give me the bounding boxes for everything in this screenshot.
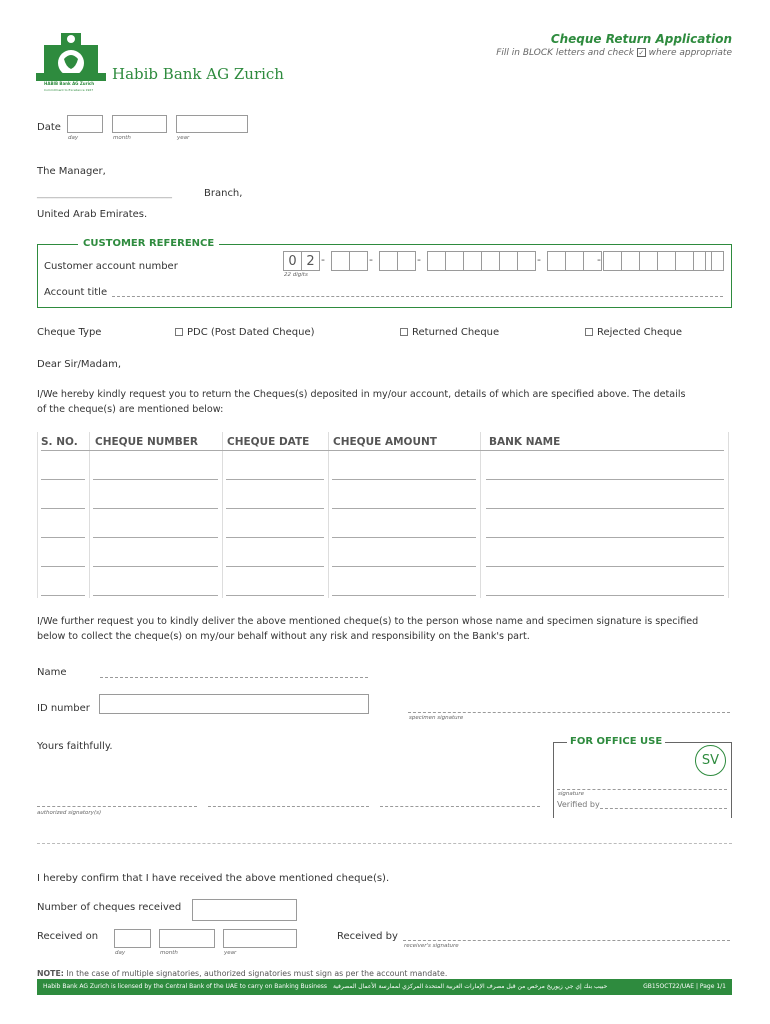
received-year-hint: year [224,950,237,956]
account-digit[interactable] [705,251,724,271]
branch-blank[interactable]: ___________________________ [37,188,172,199]
received-day-input[interactable] [114,929,151,948]
account-separator: - [321,253,325,266]
delivery-paragraph-line1: I/We further request you to kindly deliver the above mentioned cheque(s) to the person whose name and specimen signature is specified [37,616,699,627]
form-instruction [496,48,732,58]
option-rejected-label: Rejected Cheque [597,327,682,338]
account-digit[interactable] [379,251,398,271]
account-digit[interactable] [675,251,694,271]
note-label: NOTE: [37,969,64,978]
table-divider [37,432,38,598]
account-digit[interactable] [639,251,658,271]
cheques-received-input[interactable] [192,899,297,921]
specimen-signature-input[interactable] [408,712,730,713]
table-row[interactable] [226,508,324,509]
date-day-hint: day [68,135,79,141]
verified-by-input[interactable] [600,808,727,809]
authorized-signature-3[interactable] [380,806,540,807]
table-divider [222,432,223,598]
header-underline [41,450,724,451]
table-row[interactable] [226,537,324,538]
table-row[interactable] [41,595,85,596]
authorized-signature-1[interactable] [37,806,197,807]
option-returned[interactable] [400,327,499,338]
table-row[interactable] [332,566,476,567]
header-cheque-amount: CHEQUE AMOUNT [333,436,437,448]
instruction-suffix: where appropriate [648,48,732,58]
account-digit[interactable] [427,251,446,271]
request-paragraph-line1: I/We hereby kindly request you to return the Cheques(s) deposited in my/our account, details of which are specified above. The details [37,389,686,400]
account-digit[interactable] [603,251,622,271]
account-separator: - [369,253,373,266]
form-title: Cheque Return Application [550,32,732,46]
option-pdc[interactable] [175,327,315,338]
request-paragraph-line2: of the cheque(s) are mentioned below: [37,404,224,415]
table-row[interactable] [41,566,85,567]
date-year-hint: year [177,135,190,141]
table-row[interactable] [226,479,324,480]
digits-hint: 22 digits [284,272,308,278]
option-rejected[interactable] [585,327,682,338]
account-digit-2[interactable]: 2 [301,251,320,271]
account-digit[interactable] [499,251,518,271]
pdc-checkbox[interactable] [175,328,183,336]
name-label: Name [37,667,67,678]
header-cheque-number: CHEQUE NUMBER [95,436,198,448]
date-month-hint: month [113,135,131,141]
bank-logo [36,33,106,93]
table-row[interactable] [332,595,476,596]
table-row[interactable] [93,537,218,538]
id-number-input[interactable] [99,694,369,714]
account-digit[interactable] [445,251,464,271]
table-row[interactable] [226,595,324,596]
header-bank-name: BANK NAME [489,436,561,448]
authorized-signatory-label: authorized signatory(s) [37,810,102,816]
address-manager: The Manager, [37,166,106,177]
table-divider [728,432,729,598]
table-row[interactable] [486,566,724,567]
table-row[interactable] [486,537,724,538]
specimen-signature-label: specimen signature [409,715,464,721]
sv-stamp: SV [695,745,726,776]
account-number-label: Customer account number [44,261,178,272]
logo-subtext: Commitment to Excellence 1967 [44,88,94,92]
logo-text: HABIB Bank AG Zurich [44,81,95,86]
returned-checkbox[interactable] [400,328,408,336]
table-row[interactable] [332,508,476,509]
account-digit[interactable] [565,251,584,271]
footer-license-arabic: حبيب بنك إي جي زيوريخ مرخص من قبل مصرف الإمارات العربية المتحدة المركزي لممارسة الأعمال المصرفية [332,983,608,990]
account-separator: - [597,253,601,266]
table-divider [89,432,90,598]
received-by-label: Received by [337,931,398,942]
table-row[interactable] [332,537,476,538]
table-row[interactable] [486,508,724,509]
received-month-input[interactable] [159,929,215,948]
header-serial: S. NO. [41,436,78,448]
section-divider [37,843,732,844]
table-row[interactable] [332,479,476,480]
table-divider [328,432,329,598]
authorized-signature-2[interactable] [208,806,369,807]
cheques-received-label: Number of cheques received [37,902,182,913]
header-cheque-date: CHEQUE DATE [227,436,310,448]
received-month-hint: month [160,950,178,956]
received-year-input[interactable] [223,929,297,948]
office-use-heading: FOR OFFICE USE [567,736,665,747]
received-day-hint: day [115,950,126,956]
account-digit[interactable] [397,251,416,271]
table-row[interactable] [93,508,218,509]
table-row[interactable] [41,508,85,509]
customer-reference-heading: CUSTOMER REFERENCE [78,238,219,249]
footer-bar [37,979,732,995]
received-on-label: Received on [37,931,99,942]
rejected-checkbox[interactable] [585,328,593,336]
table-row[interactable] [93,595,218,596]
receipt-confirmation: I hereby confirm that I have received the above mentioned cheque(s). [37,873,390,884]
bank-name: Habib Bank AG Zurich [112,65,284,83]
account-title-label: Account title [44,287,108,298]
branch-label: Branch, [204,188,243,199]
salutation: Dear Sir/Madam, [37,359,122,370]
table-row[interactable] [41,479,85,480]
office-signature-input[interactable] [557,789,727,790]
table-row[interactable] [226,566,324,567]
option-returned-label: Returned Cheque [412,327,500,338]
account-digit[interactable] [657,251,676,271]
account-digit[interactable] [349,251,368,271]
option-pdc-label: PDC (Post Dated Cheque) [187,327,315,338]
id-number-label: ID number [37,703,90,714]
checkbox-icon: ✓ [638,49,645,57]
account-digit[interactable] [547,251,566,271]
footer-license: Habib Bank AG Zurich is licensed by the Central Bank of the UAE to carry on Banking Business [43,983,328,990]
account-digit[interactable] [331,251,350,271]
delivery-paragraph-line2: below to collect the cheque(s) on my/our behalf without any risk and responsibility on the Bank's part. [37,631,530,642]
account-digit[interactable] [621,251,640,271]
cheque-table [37,432,732,598]
account-digit[interactable] [481,251,500,271]
received-by-input[interactable] [403,940,730,941]
table-row[interactable] [93,479,218,480]
account-digit[interactable] [463,251,482,271]
account-separator: - [417,253,421,266]
account-digit[interactable] [517,251,536,271]
cheque-type-label: Cheque Type [37,327,102,338]
footer-code: GB15OCT22/UAE | Page 1/1 [643,983,726,990]
table-row[interactable] [93,566,218,567]
table-divider [480,432,481,598]
account-title-input[interactable] [112,296,723,297]
closing: Yours faithfully. [37,741,113,752]
verified-by-label: Verified by [557,800,600,809]
table-row[interactable] [486,479,724,480]
address-country: United Arab Emirates. [37,209,148,220]
table-row[interactable] [41,537,85,538]
note-text: In the case of multiple signatories, authorized signatories must sign as per the account mandate. [66,969,448,978]
account-separator: - [537,253,541,266]
date-label: Date [37,122,61,133]
receiver-signature-label: receiver's signature [404,943,459,949]
table-row[interactable] [486,595,724,596]
name-input[interactable] [100,677,368,678]
date-month-input[interactable] [112,115,167,133]
account-digit-1[interactable]: 0 [283,251,302,271]
date-year-input[interactable] [176,115,248,133]
instruction-prefix: Fill in BLOCK letters and check [496,48,634,58]
note [37,969,447,978]
date-day-input[interactable] [67,115,103,133]
office-signature-label: signature [558,791,585,797]
